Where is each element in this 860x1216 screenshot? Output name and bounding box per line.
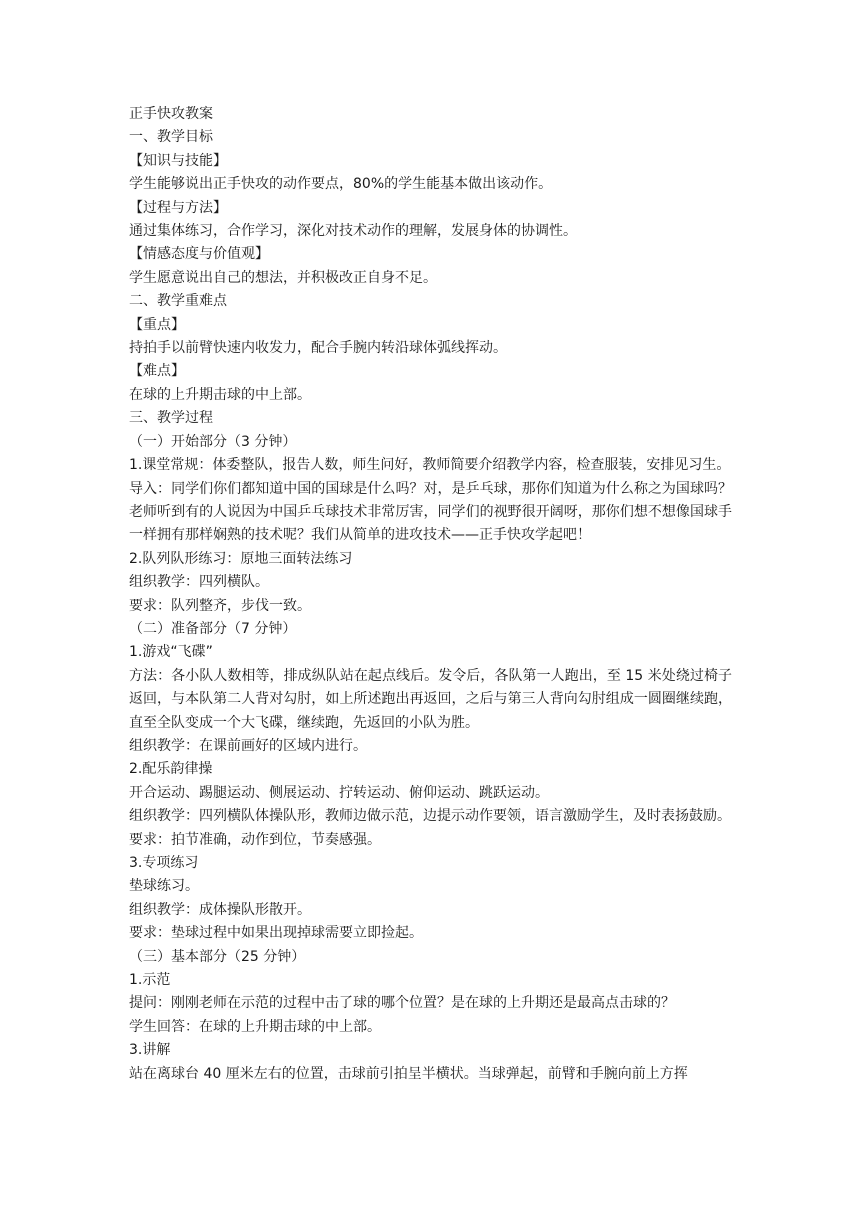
part-heading: （一）开始部分（3 分钟） xyxy=(129,433,297,450)
item-heading: 2.配乐韵律操 xyxy=(129,761,213,778)
paragraph: 方法：各小队人数相等，排成纵队站在起点线后。发令后，各队第一人跑出，至 15 米处绕过椅子返回，与本队第二人背对勾肘，如上所述跑出再返回，之后与第三人背向勾肘组成一圆圈继续跑，直至全队变成一个大飞碟，继续跑，先返回的小队为胜。 xyxy=(129,667,732,731)
item-heading: 3.讲解 xyxy=(129,1042,171,1059)
paragraph: 要求：拍节准确，动作到位，节奏感强。 xyxy=(129,831,381,848)
paragraph: 组织教学：四列横队。 xyxy=(129,574,269,591)
paragraph: 组织教学：四列横队体操队形，教师边做示范，边提示动作要领，语言激励学生，及时表扬鼓励。 xyxy=(129,808,731,825)
paragraph: 学生愿意说出自己的想法，并积极改正自身不足。 xyxy=(129,269,437,286)
subheading: 【重点】 xyxy=(129,316,185,333)
paragraph: 要求：队列整齐，步伐一致。 xyxy=(129,597,311,614)
paragraph: 组织教学：在课前画好的区域内进行。 xyxy=(129,737,367,754)
paragraph: 在球的上升期击球的中上部。 xyxy=(129,386,311,403)
paragraph: 学生能够说出正手快攻的动作要点，80%的学生能基本做出该动作。 xyxy=(129,176,553,193)
section-heading: 一、教学目标 xyxy=(129,129,213,146)
section-heading: 三、教学过程 xyxy=(129,410,213,427)
paragraph: 提问：刚刚老师在示范的过程中击了球的哪个位置？是在球的上升期还是最高点击球的？ xyxy=(129,995,675,1012)
paragraph: 开合运动、踢腿运动、侧展运动、拧转运动、俯仰运动、跳跃运动。 xyxy=(129,784,549,801)
section-heading: 二、教学重难点 xyxy=(129,293,227,310)
part-heading: （二）准备部分（7 分钟） xyxy=(129,620,297,637)
subheading: 【知识与技能】 xyxy=(129,152,227,169)
paragraph: 站在离球台 40 厘米左右的位置，击球前引拍呈半横状。当球弹起，前臂和手腕向前上方挥 xyxy=(129,1065,688,1082)
document-title: 正手快攻教案 xyxy=(129,106,213,122)
paragraph: 持拍手以前臂快速内收发力，配合手腕内转沿球体弧线挥动。 xyxy=(129,340,507,357)
paragraph: 学生回答：在球的上升期击球的中上部。 xyxy=(129,1018,381,1035)
paragraph: 要求：垫球过程中如果出现掉球需要立即捡起。 xyxy=(129,925,423,942)
paragraph: 2.队列队形练习：原地三面转法练习 xyxy=(129,550,353,567)
paragraph: 垫球练习。 xyxy=(129,878,199,895)
part-heading: （三）基本部分（25 分钟） xyxy=(129,948,306,965)
item-heading: 1.游戏“飞碟” xyxy=(129,644,213,661)
item-heading: 1.示范 xyxy=(129,972,171,989)
paragraph: 导入：同学们你们都知道中国的国球是什么吗？对，是乒乓球，那你们知道为什么称之为国球吗？老师听到有的人说因为中国乒乓球技术非常厉害，同学们的视野很开阔呀，那你们想不想像国球手一样拥有那样娴熟的技术呢？我们从简单的进攻技术——正手快攻学起吧！ xyxy=(129,480,732,544)
paragraph: 组织教学：成体操队形散开。 xyxy=(129,901,311,918)
paragraph: 1.课堂常规：体委整队，报告人数，师生问好，教师简要介绍教学内容，检查服装，安排见习生。 xyxy=(129,457,731,474)
subheading: 【情感态度与价值观】 xyxy=(129,246,269,263)
subheading: 【过程与方法】 xyxy=(129,199,227,216)
paragraph: 通过集体练习，合作学习，深化对技术动作的理解，发展身体的协调性。 xyxy=(129,223,577,240)
subheading: 【难点】 xyxy=(129,363,185,380)
item-heading: 3.专项练习 xyxy=(129,855,199,871)
